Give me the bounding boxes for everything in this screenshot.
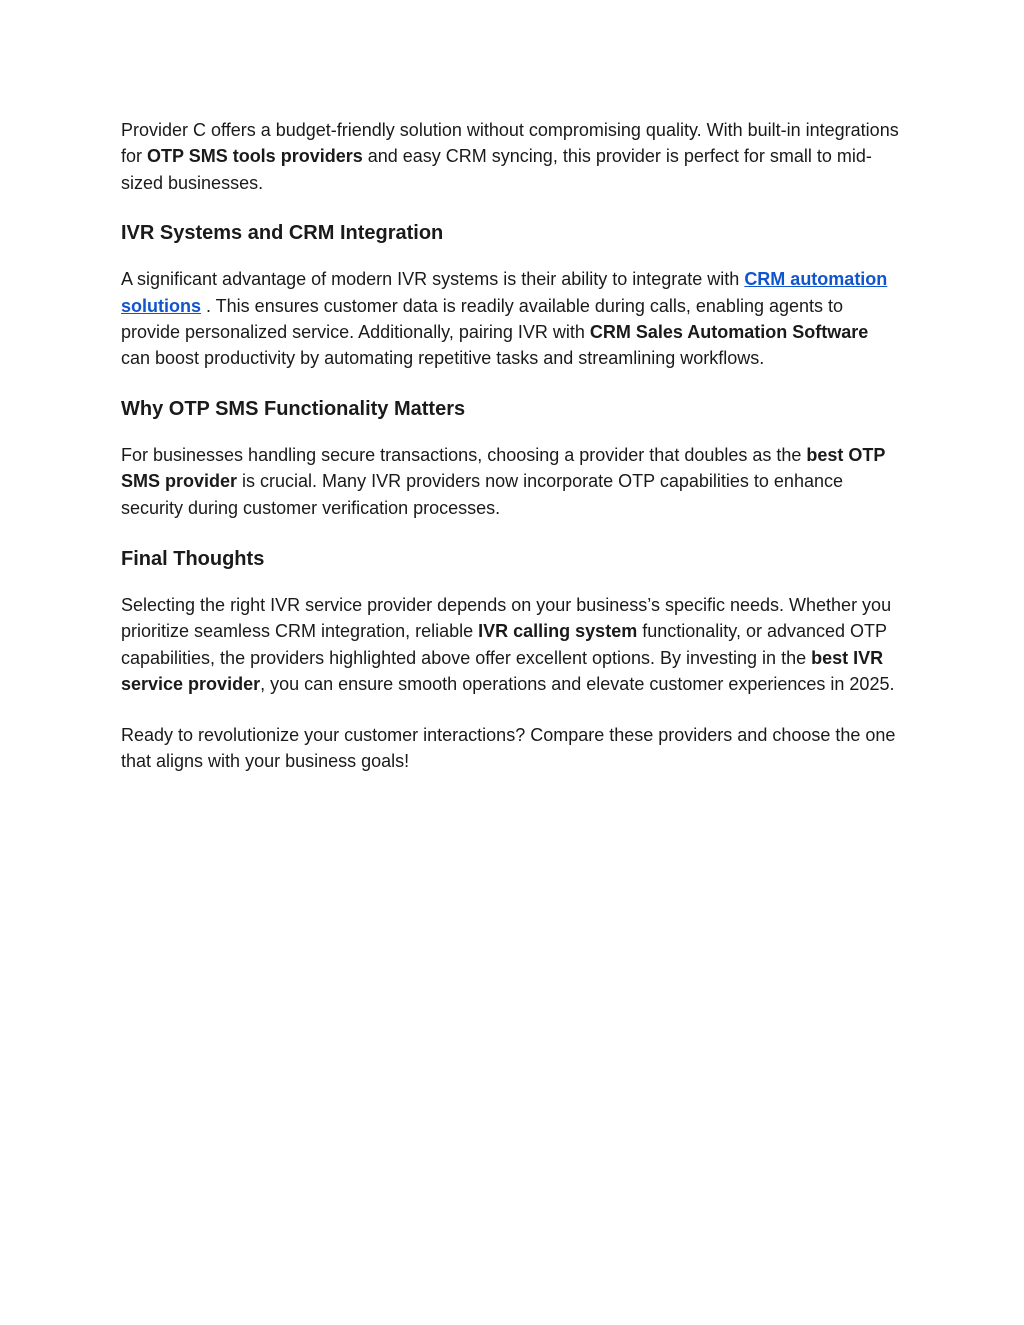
paragraph-text: . This ensures customer data is readily available during calls, enabling agents to provide personalized service. Additionally, pairing IVR with [121, 295, 844, 343]
crm-automation-solutions-link[interactable]: CRM automation solutions [121, 269, 888, 316]
bold-term-otp-sms-tools: OTP SMS tools providers [147, 146, 363, 167]
paragraph-text: Selecting the right IVR service provider depends on your business’s specific needs. Whether you prioritize seamless CRM integration, reliable [121, 595, 892, 642]
heading-otp-sms: Why OTP SMS Functionality Matters [121, 397, 466, 420]
paragraph-text: functionality, or advanced OTP capabilities, the providers highlighted above offer excellent options. By investing in the [121, 621, 887, 668]
heading-ivr-crm: IVR Systems and CRM Integration [121, 222, 444, 245]
paragraph-text: , you can ensure smooth operations and elevate customer experiences in 2025. [260, 674, 895, 695]
paragraph-text: and easy CRM syncing, this provider is perfect for small to mid-sized businesses. [121, 146, 872, 193]
bold-term-best-otp-sms-provider: best OTP SMS provider [121, 444, 886, 492]
otp-sms-paragraph [121, 442, 901, 521]
closing-paragraph: Ready to revolutionize your customer interactions? Compare these providers and choose the one that aligns with your business goals! [121, 724, 896, 772]
paragraph-text: Provider C offers a budget-friendly solution without compromising quality. With built-in integrations for [121, 120, 899, 167]
provider-c-paragraph [121, 117, 901, 196]
final-thoughts-paragraph [121, 592, 901, 698]
bold-term-crm-sales-automation: CRM Sales Automation Software [589, 322, 869, 343]
heading-final-thoughts: Final Thoughts [121, 548, 265, 571]
bold-term-ivr-calling-system: IVR calling system [478, 621, 638, 642]
document-page [121, 117, 901, 795]
paragraph-text: A significant advantage of modern IVR systems is their ability to integrate with [121, 269, 745, 290]
paragraph-text: For businesses handling secure transactions, choosing a provider that doubles as the [121, 444, 807, 465]
paragraph-text: is crucial. Many IVR providers now incorporate OTP capabilities to enhance security during customer verification processes. [121, 471, 843, 518]
ivr-crm-paragraph [121, 266, 901, 372]
paragraph-text: can boost productivity by automating repetitive tasks and streamlining workflows. [121, 348, 765, 369]
bold-term-best-ivr-service-provider: best IVR service provider [121, 647, 884, 695]
